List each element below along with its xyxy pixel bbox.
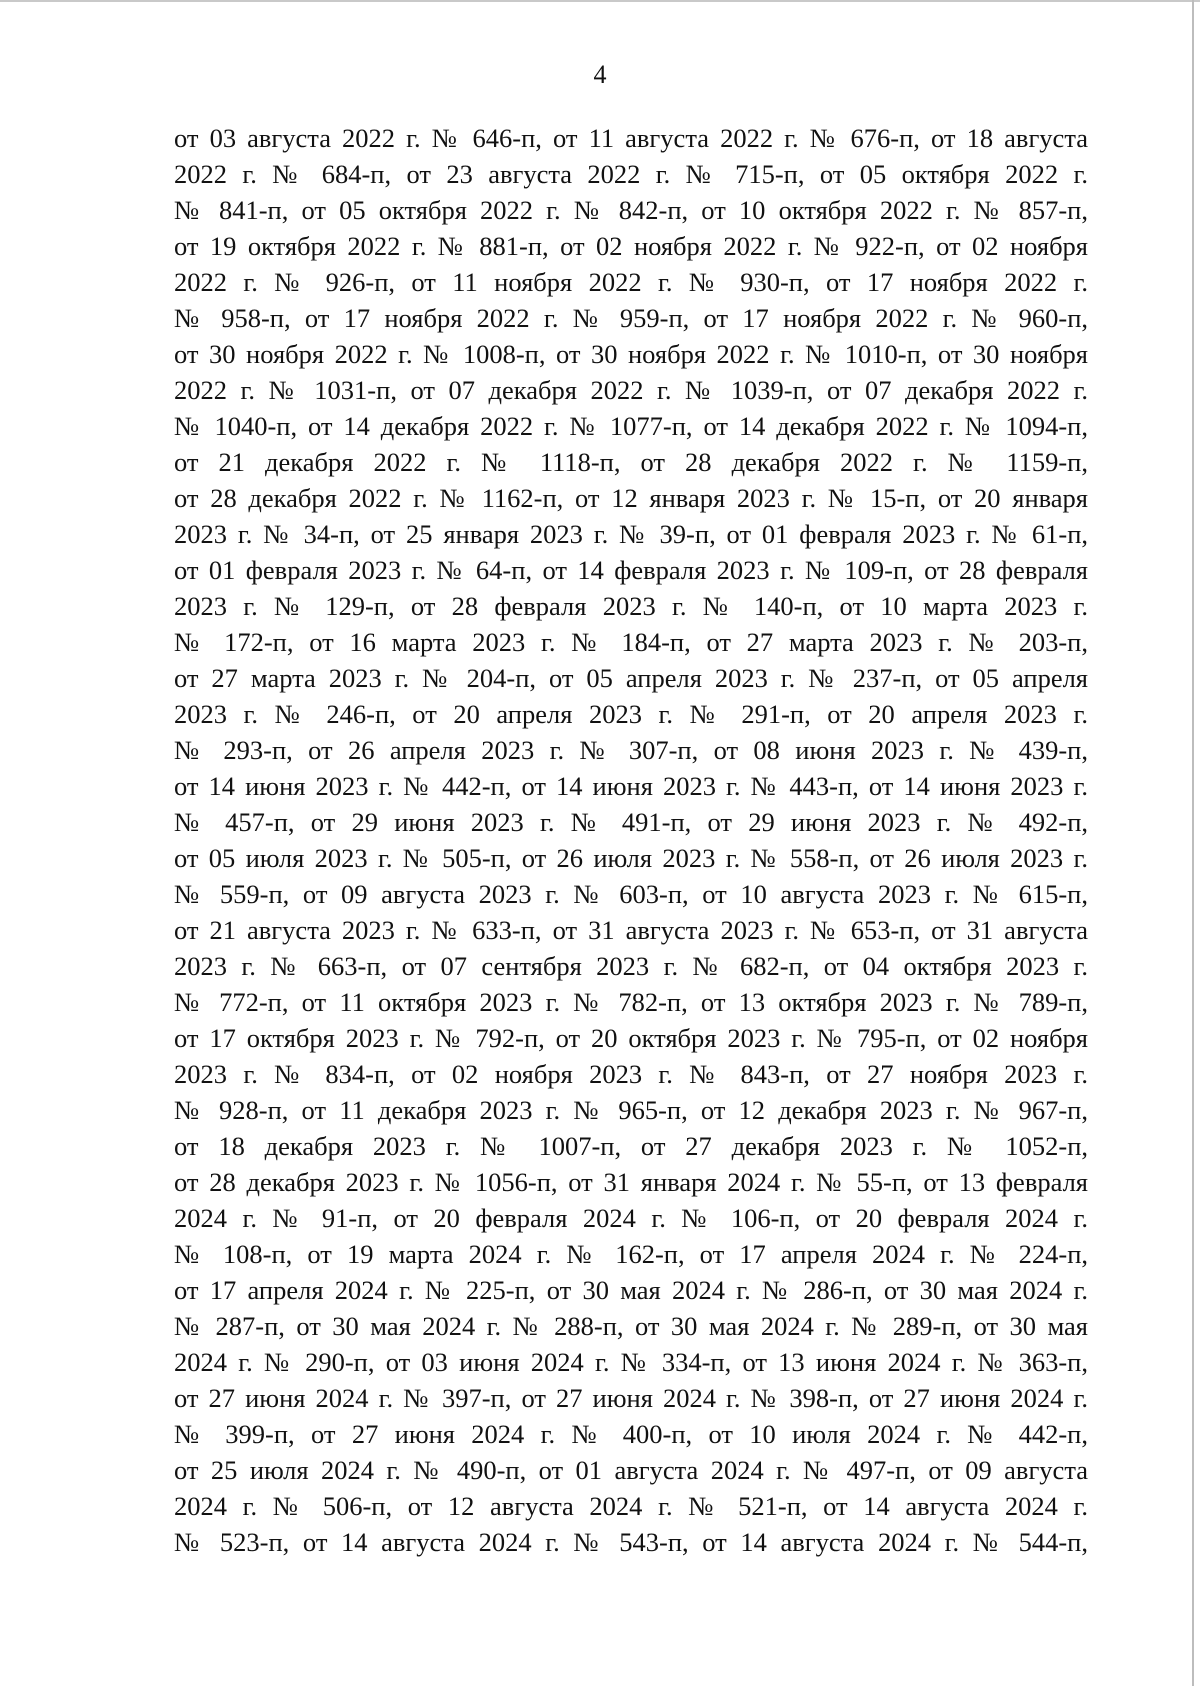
text-line: № 523-п, от 14 августа 2024 г. № 543-п, от 14 августа 2024 г. № 544-п, [174,1527,1088,1557]
text-line: 2024 г. № 290-п, от 03 июня 2024 г. № 334-п, от 13 июня 2024 г. № 363-п, [174,1347,1088,1377]
text-line: № 1040-п, от 14 декабря 2022 г. № 1077-п, от 14 декабря 2022 г. № 1094-п, [174,411,1088,441]
text-line: № 108-п, от 19 марта 2024 г. № 162-п, от 17 апреля 2024 г. № 224-п, [174,1239,1088,1269]
text-line: 2022 г. № 684-п, от 23 августа 2022 г. № 715-п, от 05 октября 2022 г. [174,159,1088,189]
text-line: от 19 октября 2022 г. № 881-п, от 02 ноября 2022 г. № 922-п, от 02 ноября [174,231,1088,261]
text-line: от 28 декабря 2023 г. № 1056-п, от 31 января 2024 г. № 55-п, от 13 февраля [174,1167,1088,1197]
text-line: № 399-п, от 27 июня 2024 г. № 400-п, от 10 июля 2024 г. № 442-п, [174,1419,1088,1449]
scan-top-edge [0,0,1200,2]
page-number: 4 [593,60,607,89]
text-line: от 27 июня 2024 г. № 397-п, от 27 июня 2024 г. № 398-п, от 27 июня 2024 г. [174,1383,1088,1413]
text-line: 2022 г. № 926-п, от 11 ноября 2022 г. № 930-п, от 17 ноября 2022 г. [174,267,1088,297]
text-line: от 03 августа 2022 г. № 646-п, от 11 августа 2022 г. № 676-п, от 18 августа [174,123,1088,153]
text-line: № 287-п, от 30 мая 2024 г. № 288-п, от 30 мая 2024 г. № 289-п, от 30 мая [174,1311,1088,1341]
text-line: № 559-п, от 09 августа 2023 г. № 603-п, от 10 августа 2023 г. № 615-п, [174,879,1088,909]
text-line: от 27 марта 2023 г. № 204-п, от 05 апреля 2023 г. № 237-п, от 05 апреля [174,663,1088,693]
text-line: от 17 апреля 2024 г. № 225-п, от 30 мая 2024 г. № 286-п, от 30 мая 2024 г. [174,1275,1088,1305]
text-line: 2023 г. № 129-п, от 28 февраля 2023 г. № 140-п, от 10 марта 2023 г. [174,591,1088,621]
text-line: 2023 г. № 663-п, от 07 сентября 2023 г. № 682-п, от 04 октября 2023 г. [174,951,1088,981]
text-line: № 841-п, от 05 октября 2022 г. № 842-п, от 10 октября 2022 г. № 857-п, [174,195,1088,225]
text-line: от 17 октября 2023 г. № 792-п, от 20 октября 2023 г. № 795-п, от 02 ноября [174,1023,1088,1053]
text-line: от 25 июля 2024 г. № 490-п, от 01 августа 2024 г. № 497-п, от 09 августа [174,1455,1088,1485]
text-line: 2024 г. № 506-п, от 12 августа 2024 г. № 521-п, от 14 августа 2024 г. [174,1491,1088,1521]
text-line: от 30 ноября 2022 г. № 1008-п, от 30 ноября 2022 г. № 1010-п, от 30 ноября [174,339,1088,369]
text-line: № 958-п, от 17 ноября 2022 г. № 959-п, от 17 ноября 2022 г. № 960-п, [174,303,1088,333]
text-line: № 457-п, от 29 июня 2023 г. № 491-п, от 29 июня 2023 г. № 492-п, [174,807,1088,837]
text-line: 2022 г. № 1031-п, от 07 декабря 2022 г. № 1039-п, от 07 декабря 2022 г. [174,375,1088,405]
text-line: от 18 декабря 2023 г. № 1007-п, от 27 декабря 2023 г. № 1052-п, [174,1131,1088,1161]
text-line: 2023 г. № 246-п, от 20 апреля 2023 г. № 291-п, от 20 апреля 2023 г. [174,699,1088,729]
text-line: от 21 декабря 2022 г. № 1118-п, от 28 декабря 2022 г. № 1159-п, [174,447,1088,477]
body-paragraph [174,120,1088,1560]
text-line: № 172-п, от 16 марта 2023 г. № 184-п, от 27 марта 2023 г. № 203-п, [174,627,1088,657]
text-line: от 28 декабря 2022 г. № 1162-п, от 12 января 2023 г. № 15-п, от 20 января [174,483,1088,513]
text-line: № 928-п, от 11 декабря 2023 г. № 965-п, от 12 декабря 2023 г. № 967-п, [174,1095,1088,1125]
text-line: от 21 августа 2023 г. № 633-п, от 31 августа 2023 г. № 653-п, от 31 августа [174,915,1088,945]
text-line: от 05 июля 2023 г. № 505-п, от 26 июля 2023 г. № 558-п, от 26 июля 2023 г. [174,843,1088,873]
text-line: от 01 февраля 2023 г. № 64-п, от 14 февраля 2023 г. № 109-п, от 28 февраля [174,555,1088,585]
text-line: № 293-п, от 26 апреля 2023 г. № 307-п, от 08 июня 2023 г. № 439-п, [174,735,1088,765]
text-line: от 14 июня 2023 г. № 442-п, от 14 июня 2023 г. № 443-п, от 14 июня 2023 г. [174,771,1088,801]
text-line: 2023 г. № 834-п, от 02 ноября 2023 г. № 843-п, от 27 ноября 2023 г. [174,1059,1088,1089]
text-line: 2023 г. № 34-п, от 25 января 2023 г. № 39-п, от 01 февраля 2023 г. № 61-п, [174,519,1088,549]
text-line: № 772-п, от 11 октября 2023 г. № 782-п, от 13 октября 2023 г. № 789-п, [174,987,1088,1017]
scan-right-edge [1192,0,1194,1686]
text-line: 2024 г. № 91-п, от 20 февраля 2024 г. № 106-п, от 20 февраля 2024 г. [174,1203,1088,1233]
